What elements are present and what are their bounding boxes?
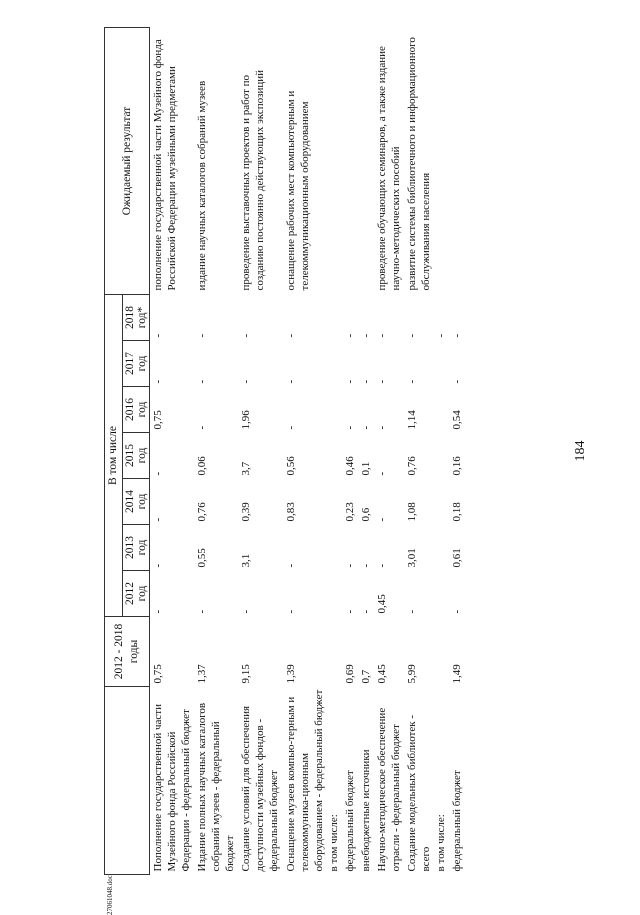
year-value: - <box>375 471 388 475</box>
year-value: - <box>450 609 463 613</box>
year-value: - <box>375 563 388 567</box>
row-expected-result: развитие системы библиотечного и информационного обслуживания населения <box>405 36 432 290</box>
year-value: - <box>284 333 297 337</box>
row-name: Научно-методическое обеспечение отрасли - федеральный бюджет <box>375 707 402 871</box>
row-name: внебюджетные источники <box>359 748 372 871</box>
year-value: - <box>195 379 208 383</box>
year-value: - <box>359 333 372 337</box>
year-value: - <box>151 379 164 383</box>
year-value: - <box>151 517 164 521</box>
including-header: В том числе <box>104 294 122 616</box>
row-name: федеральный бюджет <box>450 769 463 871</box>
row-total: 0,69 <box>343 663 356 683</box>
year-value: 1,14 <box>405 409 418 429</box>
year-value: 3,7 <box>239 461 252 475</box>
row-expected-result <box>449 27 465 294</box>
year-value: - <box>359 425 372 429</box>
row-total: 1,37 <box>195 663 208 683</box>
row-name: в том числе: <box>434 813 447 871</box>
document-code: 27061048.doc <box>106 875 114 915</box>
year-value: - <box>375 333 388 337</box>
year-value: - <box>151 471 164 475</box>
year-value: 0,18 <box>450 501 463 521</box>
rotated-table-page <box>104 28 565 875</box>
year-value: 0,83 <box>284 501 297 521</box>
year-value: - <box>284 379 297 383</box>
year-header: 2014 год <box>122 478 149 524</box>
year-value: - <box>284 609 297 613</box>
row-expected-result <box>341 27 357 294</box>
row-name: федеральный бюджет <box>343 769 356 871</box>
table-row <box>404 27 434 874</box>
year-value: - <box>343 563 356 567</box>
year-header: 2018 год* <box>122 294 149 340</box>
year-value <box>326 432 341 478</box>
year-value: 0,1 <box>359 461 372 475</box>
year-value: 0,16 <box>450 455 463 475</box>
row-total: 1,49 <box>450 663 463 683</box>
row-name: в том числе: <box>327 813 340 871</box>
year-value <box>434 570 449 616</box>
year-header: 2017 год <box>122 340 149 386</box>
year-value: - <box>359 563 372 567</box>
year-value: - <box>343 379 356 383</box>
row-total: 9,15 <box>239 663 252 683</box>
row-total: 1,39 <box>284 663 297 683</box>
year-value <box>434 524 449 570</box>
table-row <box>434 27 449 874</box>
year-value: 3,01 <box>405 547 418 567</box>
year-value: 0,54 <box>450 409 463 429</box>
program-table <box>104 26 465 874</box>
year-value: 0,55 <box>195 547 208 567</box>
table-row <box>238 27 282 874</box>
table-row <box>357 27 373 874</box>
table-row <box>341 27 357 874</box>
year-value: - <box>343 609 356 613</box>
row-total: 5,99 <box>405 663 418 683</box>
table-row <box>449 27 465 874</box>
year-value: - <box>359 379 372 383</box>
year-value <box>434 478 449 524</box>
year-value: - <box>434 333 447 337</box>
row-total: 0,75 <box>151 663 164 683</box>
year-header: 2012 год <box>122 570 149 616</box>
table-row <box>282 27 326 874</box>
table-row <box>194 27 238 874</box>
year-value: - <box>195 425 208 429</box>
year-value: - <box>195 333 208 337</box>
year-value: - <box>359 609 372 613</box>
year-value: 0,76 <box>195 501 208 521</box>
year-value: 0,06 <box>195 455 208 475</box>
row-total <box>434 616 449 686</box>
year-value <box>434 432 449 478</box>
row-expected-result: оснащение рабочих мест компьютерным и телекоммуникационным оборудованием <box>284 90 311 290</box>
year-value: - <box>239 333 252 337</box>
result-header: Ожидаемый результат <box>104 27 149 294</box>
year-value <box>326 570 341 616</box>
year-value <box>434 386 449 432</box>
year-value: - <box>375 425 388 429</box>
year-value: - <box>151 609 164 613</box>
year-value: 1,96 <box>239 409 252 429</box>
year-value <box>326 294 341 340</box>
year-header: 2015 год <box>122 432 149 478</box>
year-value: - <box>284 563 297 567</box>
row-total: 0,7 <box>359 669 372 683</box>
year-value: 0,39 <box>239 501 252 521</box>
year-value: 3,1 <box>239 553 252 567</box>
year-value: 0,56 <box>284 455 297 475</box>
table-body <box>149 27 465 874</box>
year-value: - <box>375 517 388 521</box>
year-value <box>326 524 341 570</box>
year-value: 0,23 <box>343 501 356 521</box>
year-value <box>326 478 341 524</box>
table-row <box>326 27 341 874</box>
year-value: 0,45 <box>375 593 388 613</box>
row-expected-result: пополнение государственной части Музейного фонда Российской Федерации музейными предметами <box>151 38 178 290</box>
row-name: Издание полных научных каталогов собраний музеев - федеральный бюджет <box>195 702 236 871</box>
row-expected-result: проведение выставочных проектов и работ по созданию постоянно действующих экспозиций <box>239 69 266 290</box>
year-value: - <box>343 425 356 429</box>
year-value: - <box>284 425 297 429</box>
year-value <box>434 340 449 386</box>
row-expected-result: проведение обучающих семинаров, а также издание научно-методических пособий <box>375 45 402 290</box>
year-value: - <box>405 333 418 337</box>
row-total: 0,45 <box>375 663 388 683</box>
row-name: Создание модельных библиотек - всего <box>405 714 432 871</box>
year-value: 0,75 <box>151 409 164 429</box>
table-row <box>149 27 194 874</box>
year-header: 2016 год <box>122 386 149 432</box>
year-value: - <box>375 379 388 383</box>
row-expected-result: издание научных каталогов собраний музеев <box>195 80 208 290</box>
year-value: - <box>405 379 418 383</box>
year-header: 2013 год <box>122 524 149 570</box>
row-expected-result <box>326 27 341 294</box>
row-name: Оснащение музеев компью-терным и телекоммуника-ционным оборудованием - федеральный бюджет <box>284 689 325 871</box>
year-value: - <box>239 379 252 383</box>
year-value: - <box>151 563 164 567</box>
table-row <box>374 27 404 874</box>
year-value: 1,08 <box>405 501 418 521</box>
row-expected-result <box>357 27 373 294</box>
year-value: - <box>450 333 463 337</box>
row-expected-result <box>434 27 449 294</box>
year-value: 0,46 <box>343 455 356 475</box>
year-value: - <box>195 609 208 613</box>
year-value: 0,61 <box>450 547 463 567</box>
total-period-header: 2012 - 2018 годы <box>104 616 149 686</box>
year-value: - <box>450 379 463 383</box>
row-total <box>326 616 341 686</box>
year-value: - <box>239 609 252 613</box>
table-header <box>104 27 149 874</box>
year-value <box>326 386 341 432</box>
year-value: 0,76 <box>405 455 418 475</box>
year-value <box>326 340 341 386</box>
year-value: - <box>343 333 356 337</box>
year-value: - <box>405 609 418 613</box>
year-value: 0,6 <box>359 507 372 521</box>
row-name: Пополнение государственной части Музейного фонда Российской Федерации - федеральный бюджет <box>151 703 192 871</box>
page-number: 184 <box>573 440 588 462</box>
year-value: - <box>151 333 164 337</box>
row-name: Создание условий для обеспечения доступности музейных фондов - федеральный бюджет <box>239 705 280 871</box>
